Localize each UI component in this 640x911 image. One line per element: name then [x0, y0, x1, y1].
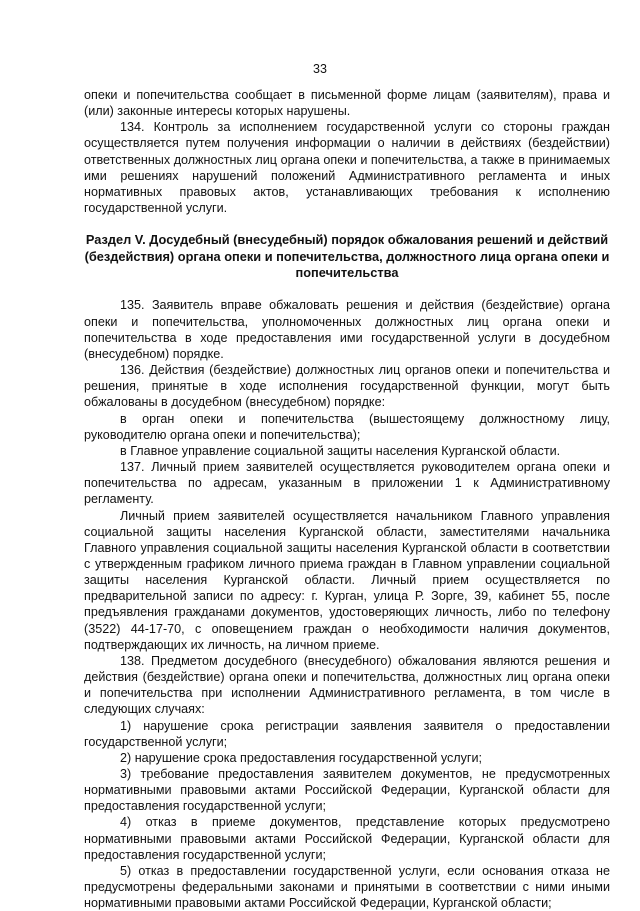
paragraph: 138. Предметом досудебного (внесудебного) обжалования являются решения и действия (бездействие) органа опеки и попечительства, должностных лиц органа опеки и попечительства при исполнении Административного регламента, в том числе в следующих случаях: [84, 653, 610, 717]
paragraphs-after-heading [84, 297, 610, 911]
paragraph: в Главное управление социальной защиты населения Курганской области. [120, 443, 561, 458]
paragraph: в орган опеки и попечительства (вышестоящему должностному лицу, руководителю органа опеки и попечительства); [84, 411, 610, 442]
page-number: 33 [313, 62, 327, 76]
paragraph: 136. Действия (бездействие) должностных лиц органов опеки и попечительства и решения, принятые в ходе исполнения государственной функции, могут быть обжалованы в досудебном (внесудебном) порядке: [84, 363, 610, 410]
paragraph: 135. Заявитель вправе обжаловать решения и действия (бездействие) органа опеки и попечительства, уполномоченных должностных лиц органа опеки и попечительства в ходе предоставления ими государственной услуги в досудебном (внесудебном) порядке. [84, 298, 610, 361]
paragraph: 4) отказ в приеме документов, представление которых предусмотрено нормативными правовыми актами Российской Федерации, Курганской области для предоставления государственной услуги; [84, 815, 610, 862]
paragraph: опеки и попечительства сообщает в письменной форме лицам (заявителям), права и (или) законные интересы которых нарушены. [84, 88, 610, 119]
paragraph: 2) нарушение срока предоставления государственной услуги; [120, 750, 483, 765]
paragraph: 134. Контроль за исполнением государственной услуги со стороны граждан осуществляется путем получения информации о наличии в действиях (бездействии) ответственных должностных лиц органа опеки и попечительства, а также в принимаемых ими решениях нарушений положений Административного регламента и иных нормативных правовых актов, устанавливающих требования к исполнению государственной услуги. [84, 120, 610, 216]
paragraph: 1) нарушение срока регистрации заявления заявителя о предоставлении государственной услуги; [84, 718, 610, 749]
paragraph: Личный прием заявителей осуществляется начальником Главного управления социальной защиты населения Курганской области, заместителями начальника Главного управления социальной защиты населения Курганской области в соответствии с утвержденным графиком личного приема граждан в Главном управлении социальной защиты населения Курганской области. Личный прием осуществляется по предварительной записи по адресу: г. Курган, улица Р. Зорге, 39, кабинет 55, после предъявления гражданами документов, удостоверяющих личность, либо по телефону (3522) 44-17-70, с оповещением граждан о необходимости наличия документов, подтверждающих их личность, на личном приеме. [84, 508, 610, 652]
paragraph: 3) требование предоставления заявителем документов, не предусмотренных нормативными правовыми актами Российской Федерации, Курганской области для предоставления государственной услуги; [84, 767, 610, 814]
paragraph: 5) отказ в предоставлении государственной услуги, если основания отказа не предусмотрены федеральными законами и принятыми в соответствии с ними иными нормативными правовыми актами Российской Федерации, Курганской области; [84, 863, 610, 911]
document-body [84, 87, 610, 911]
paragraph: 137. Личный прием заявителей осуществляется руководителем органа опеки и попечительства по адресам, указанным в приложении 1 к Административному регламенту. [84, 460, 610, 507]
section-heading: Раздел V. Досудебный (внесудебный) порядок обжалования решений и действий (бездействия) органа опеки и попечительства, должностного лица органа опеки и попечительства [84, 232, 610, 281]
paragraphs-before-heading [84, 87, 610, 216]
